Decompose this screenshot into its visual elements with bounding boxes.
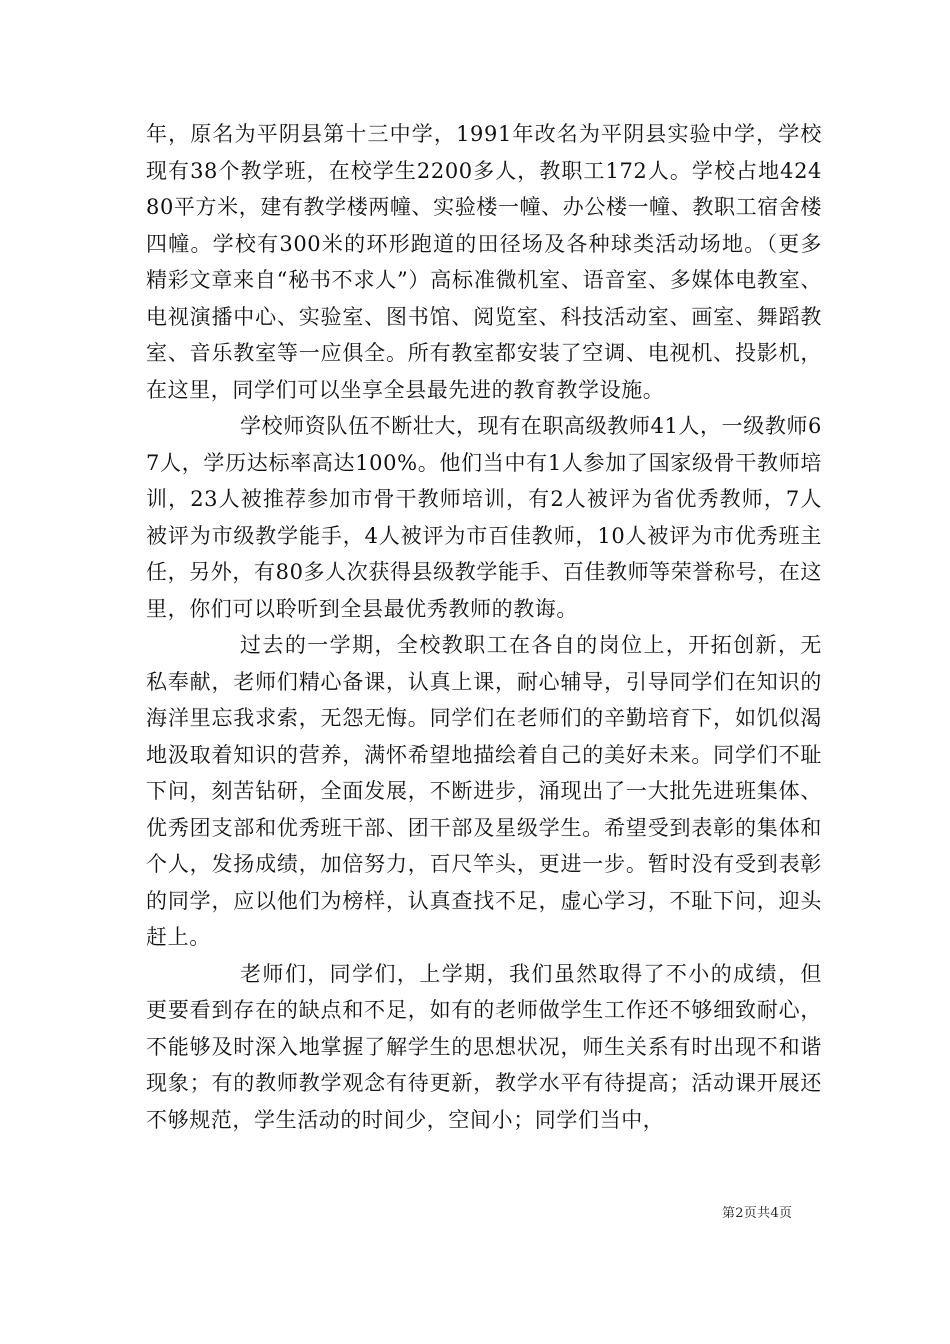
paragraph-4: 老师们，同学们，上学期，我们虽然取得了不小的成绩，但更要看到存在的缺点和不足，如有的老师做学生工作还不够细致耐心，不能够及时深入地掌握了解学生的思想状况，师生关系有时出现不和谐现象；有的教师教学观念有待更新，教学水平有待提高；活动课开展还不够规范，学生活动的时间少，空间小；同学们当中，: [146, 961, 822, 1132]
paragraph-1: 年，原名为平阴县第十三中学，1991年改名为平阴县实验中学，学校现有38个教学班，在校学生2200多人，教职工172人。学校占地42480平方米，建有教学楼两幢、实验楼一幢、办公楼一幢、教职工宿舍楼四幢。学校有300米的环形跑道的田径场及各种球类活动场地。（更多精彩文章来自“秘书不求人”）高标准微机室、语音室、多媒体电教室、电视演播中心、实验室、图书馆、阅览室、科技活动室、画室、舞蹈教室、音乐教室等一应俱全。所有教室都安装了空调、电视机、投影机，在这里，同学们可以坐享全县最先进的教育教学设施。: [146, 122, 822, 402]
paragraph-3: 过去的一学期，全校教职工在各自的岗位上，开拓创新，无私奉献，老师们精心备课，认真上课，耐心辅导，引导同学们在知识的海洋里忘我求索，无怨无悔。同学们在老师们的辛勤培育下，如饥似渴地汲取着知识的营养，满怀希望地描绘着自己的美好未来。同学们不耻下问，刻苦钻研，全面发展，不断进步，涌现出了一大批先进班集体、优秀团支部和优秀班干部、团干部及星级学生。希望受到表彰的集体和个人，发扬成绩，加倍努力，百尺竿头，更进一步。暂时没有受到表彰的同学，应以他们为榜样，认真查找不足，虚心学习，不耻下问，迎头赶上。: [146, 633, 822, 949]
page-number-footer: 第2页共4页: [722, 1206, 793, 1221]
paragraph-2: 学校师资队伍不断壮大，现有在职高级教师41人，一级教师67人，学历达标率高达100%。他们当中有1人参加了国家级骨干教师培训，23人被推荐参加市骨干教师培训，有2人被评为省优秀教师，7人被评为市级教学能手，4人被评为市百佳教师，10人被评为市优秀班主任，另外，有80多人次获得县级教学能手、百佳教师等荣誉称号，在这里，你们可以聆听到全县最优秀教师的教诲。: [146, 414, 822, 621]
document-body: [146, 116, 822, 1138]
